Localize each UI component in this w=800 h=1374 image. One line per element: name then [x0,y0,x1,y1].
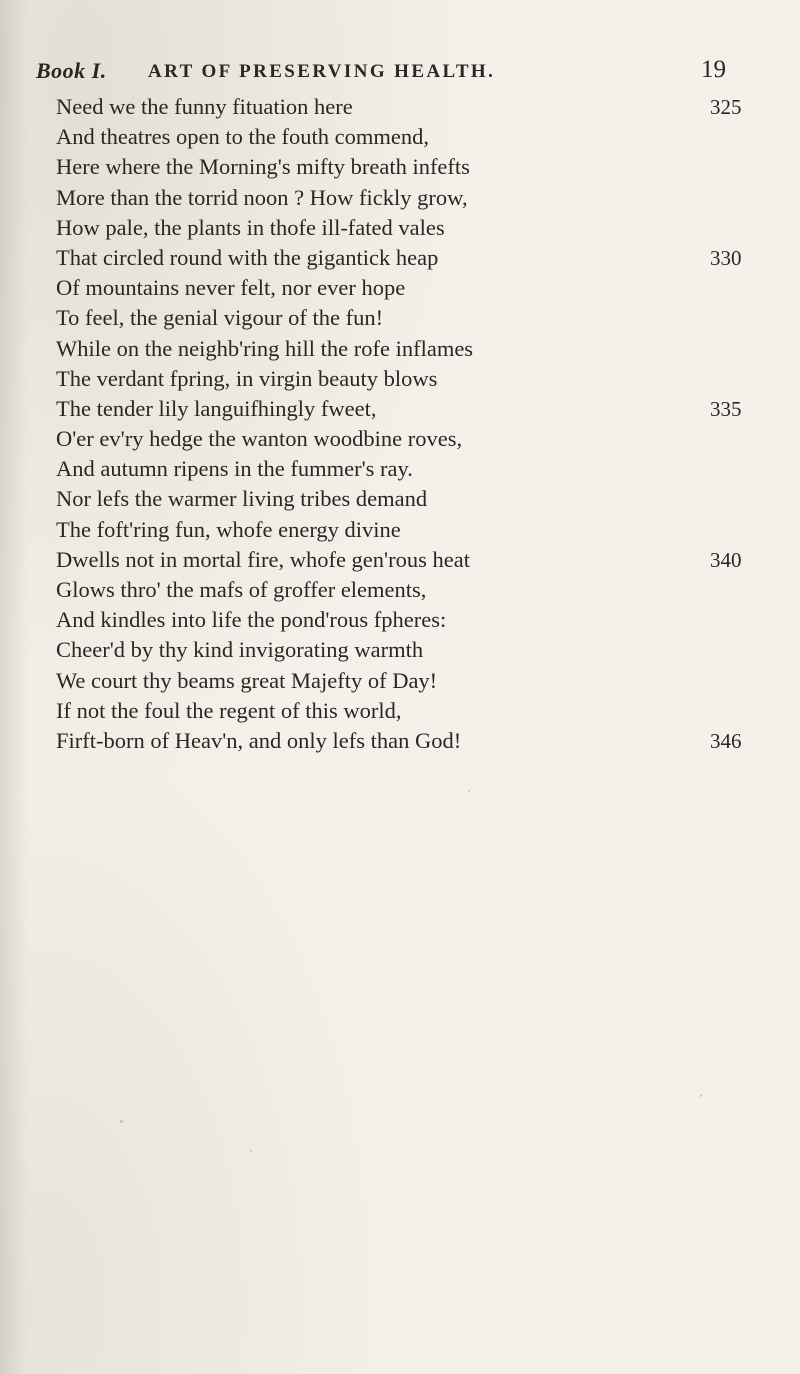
poem-body [56,92,756,756]
verse-text: More than the torrid noon ? How fickly grow, [56,184,468,210]
verse-text: If not the foul the regent of this world, [56,697,402,723]
verse-text: While on the neighb'ring hill the rofe inflames [56,335,474,361]
verse-text: And theatres open to the fouth commend, [56,124,430,150]
verse-line [56,92,756,122]
verse-line [56,696,756,726]
verse-line [56,454,756,484]
verse-line [56,213,756,243]
verse-line [56,424,756,454]
book-label: Book I. [36,58,107,83]
paper-speck [468,790,470,792]
verse-text: And kindles into life the pond'rous fpheres: [56,607,447,633]
verse-text: Of mountains never felt, nor ever hope [56,275,406,301]
page-number: 19 [701,56,726,83]
line-number: 330 [710,245,742,270]
line-number: 346 [710,728,742,753]
page-header [36,52,726,92]
verse-text: Glows thro' the mafs of groffer elements, [56,577,427,602]
verse-text: Here where the Morning's mifty breath infefts [56,154,470,180]
verse-line [56,183,756,213]
verse-line [56,303,756,333]
running-title: ART OF PRESERVING HEALTH. [148,61,496,82]
verse-line [56,666,756,696]
verse-text: We court thy beams great Majefty of Day! [56,667,438,693]
verse-line [56,122,756,152]
verse-text: To feel, the genial vigour of the fun! [56,305,384,331]
verse-text: Dwells not in mortal fire, whofe gen'rous heat [56,546,470,572]
verse-line [56,545,756,575]
verse-line [56,484,756,514]
verse-text: How pale, the plants in thofe ill-fated vales [56,214,445,240]
verse-line [56,394,756,424]
verse-line [56,364,756,394]
verse-text: The tender lily languifhingly fweet, [56,395,377,421]
verse-line [56,605,756,635]
verse-text: O'er ev'ry hedge the wanton woodbine roves, [56,426,463,452]
verse-text: The verdant fpring, in virgin beauty blows [56,365,438,391]
verse-line [56,273,756,303]
line-number: 335 [710,396,742,421]
line-number: 325 [710,95,742,119]
paper-speck [700,1094,702,1097]
verse-text: Firft-born of Heav'n, and only lefs than God! [56,727,462,753]
line-number: 340 [710,547,742,572]
paper-speck [120,1120,123,1123]
verse-line [56,515,756,545]
page-gutter-shade [0,0,28,1374]
verse-text: That circled round with the gigantick heap [56,244,439,270]
verse-line [56,334,756,364]
verse-line [56,575,756,605]
verse-text: The foft'ring fun, whofe energy divine [56,516,401,542]
paper-speck [250,1150,252,1152]
verse-text: Cheer'd by thy kind invigorating warmth [56,637,424,663]
verse-line [56,726,756,756]
verse-line [56,635,756,665]
verse-line [56,152,756,182]
verse-line [56,243,756,273]
verse-text: Nor lefs the warmer living tribes demand [56,486,428,512]
verse-text: And autumn ripens in the fummer's ray. [56,456,413,482]
verse-text: Need we the funny fituation here [56,94,353,119]
